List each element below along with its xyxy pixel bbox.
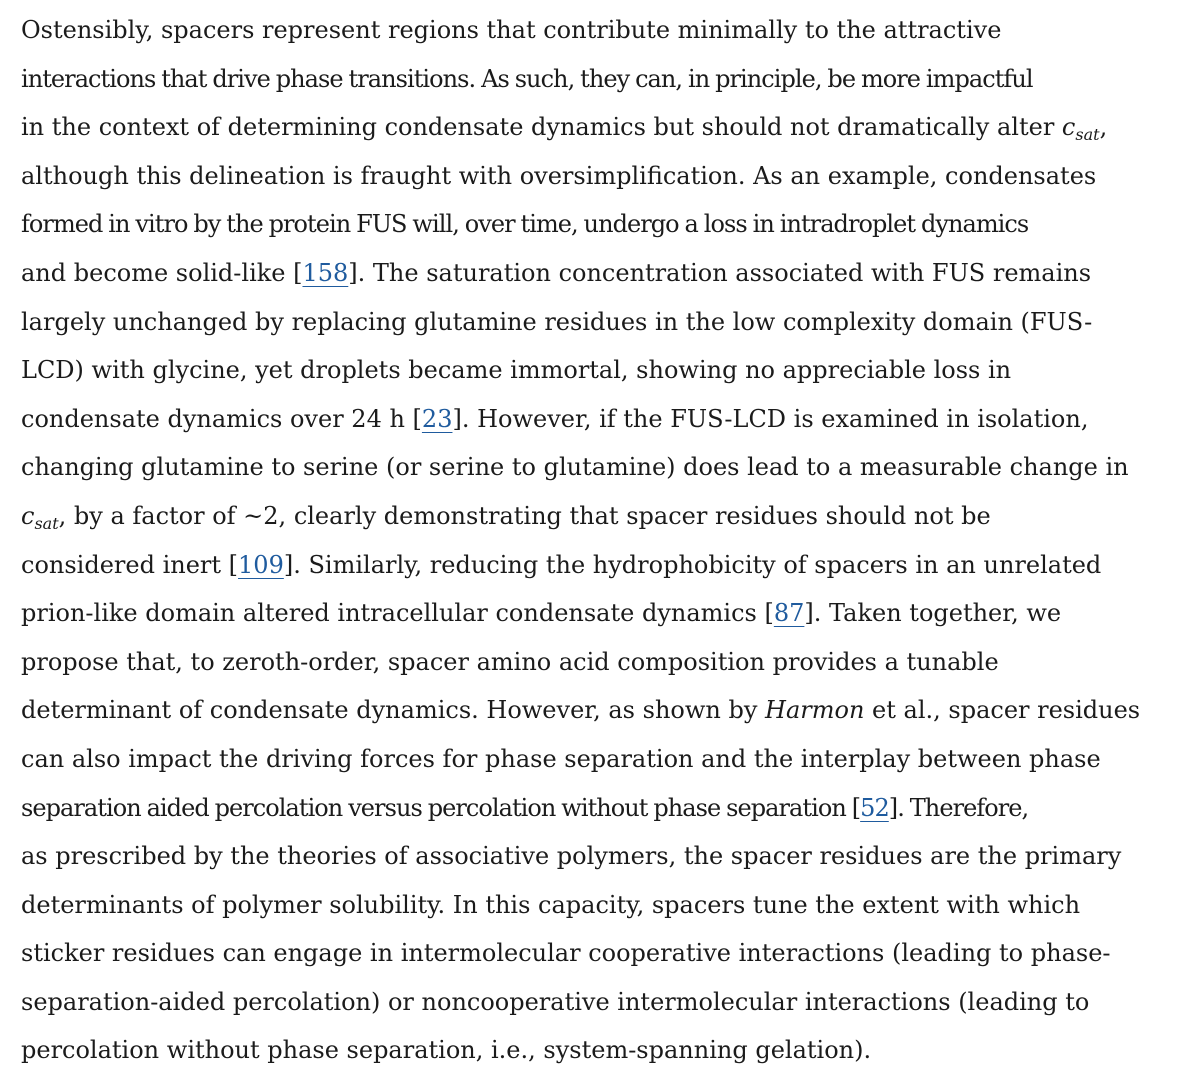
text-segment: ]. Taken together, we (804, 599, 1062, 628)
text-line: propose that, to zeroth-order, spacer amino acid composition provides a tunable (21, 647, 999, 676)
text-line: although this delineation is fraught with oversimplification. As an example, condensates (21, 161, 1097, 190)
text-segment: , by a factor of ~2, clearly demonstrating that spacer residues should not be (58, 501, 991, 530)
text-line: determinants of polymer solubility. In this capacity, spacers tune the extent with which (21, 890, 1081, 919)
math-symbol: c (21, 501, 35, 530)
text-line: largely unchanged by replacing glutamine residues in the low complexity domain (FUS- (21, 307, 1093, 336)
text-line: formed in vitro by the protein FUS will, over time, undergo a loss in intradroplet dynamics (21, 210, 1029, 239)
citation-link-52[interactable]: 52 (860, 793, 889, 822)
text-line: can also impact the driving forces for phase separation and the interplay between phase (21, 744, 1101, 773)
text-line (21, 589, 1197, 638)
text-segment: ]. Similarly, reducing the hydrophobicity of spacers in an unrelated (283, 550, 1102, 579)
text-segment: separation aided percolation versus percolation without phase separation [ (21, 793, 861, 822)
text-line (21, 784, 1197, 833)
text-segment: in the context of determining condensate dynamics but should not dramatically alter (21, 113, 1062, 142)
text-line: Ostensibly, spacers represent regions that contribute minimally to the attractive (21, 16, 1002, 44)
math-c-sat (1061, 113, 1100, 145)
text-segment: ]. However, if the FUS-LCD is examined in isolation, (452, 404, 1089, 433)
text-line: changing glutamine to serine (or serine to glutamine) does lead to a measurable change in (21, 453, 1129, 482)
text-line (21, 103, 1197, 152)
text-segment: prion-like domain altered intracellular condensate dynamics [ (21, 599, 774, 628)
math-c-sat (21, 501, 59, 533)
text-line (21, 395, 1197, 444)
text-segment: considered inert [ (21, 550, 239, 579)
text-line: sticker residues can engage in intermolecular cooperative interactions (leading to phase- (21, 939, 1111, 968)
text-line: separation-aided percolation) or noncooperative intermolecular interactions (leading to (21, 987, 1090, 1016)
text-line (21, 492, 1197, 541)
citation-link-109[interactable]: 109 (238, 550, 284, 579)
citation-link-158[interactable]: 158 (302, 258, 349, 287)
text-segment: condensate dynamics over 24 h [ (21, 404, 422, 433)
citation-link-23[interactable]: 23 (421, 404, 453, 433)
text-segment: and become solid-like [ (21, 258, 303, 287)
text-line (21, 686, 1197, 735)
citation-link-87[interactable]: 87 (773, 599, 805, 628)
text-line: interactions that drive phase transitions. As such, they can, in principle, be more impactful (21, 64, 1033, 93)
text-segment: determinant of condensate dynamics. However, as shown by (21, 696, 766, 725)
math-symbol: c (1061, 113, 1076, 142)
text-line: percolation without phase separation, i.e., system-spanning gelation). (21, 1036, 872, 1065)
text-line: LCD) with glycine, yet droplets became immortal, showing no appreciable loss in (21, 356, 1012, 385)
text-segment: , (1099, 113, 1108, 142)
math-subscript: sat (1075, 125, 1100, 145)
author-name: Harmon (765, 696, 865, 725)
body-paragraph (21, 6, 1197, 1075)
text-line (21, 249, 1197, 298)
text-segment: ]. The saturation concentration associated with FUS remains (348, 258, 1092, 287)
text-segment: ]. Therefore, (888, 793, 1029, 822)
text-line: as prescribed by the theories of associative polymers, the spacer residues are the primary (21, 842, 1122, 871)
math-subscript: sat (34, 513, 59, 533)
article-body (21, 6, 1197, 1075)
text-segment: et al., spacer residues (864, 696, 1141, 725)
text-line (21, 541, 1197, 590)
